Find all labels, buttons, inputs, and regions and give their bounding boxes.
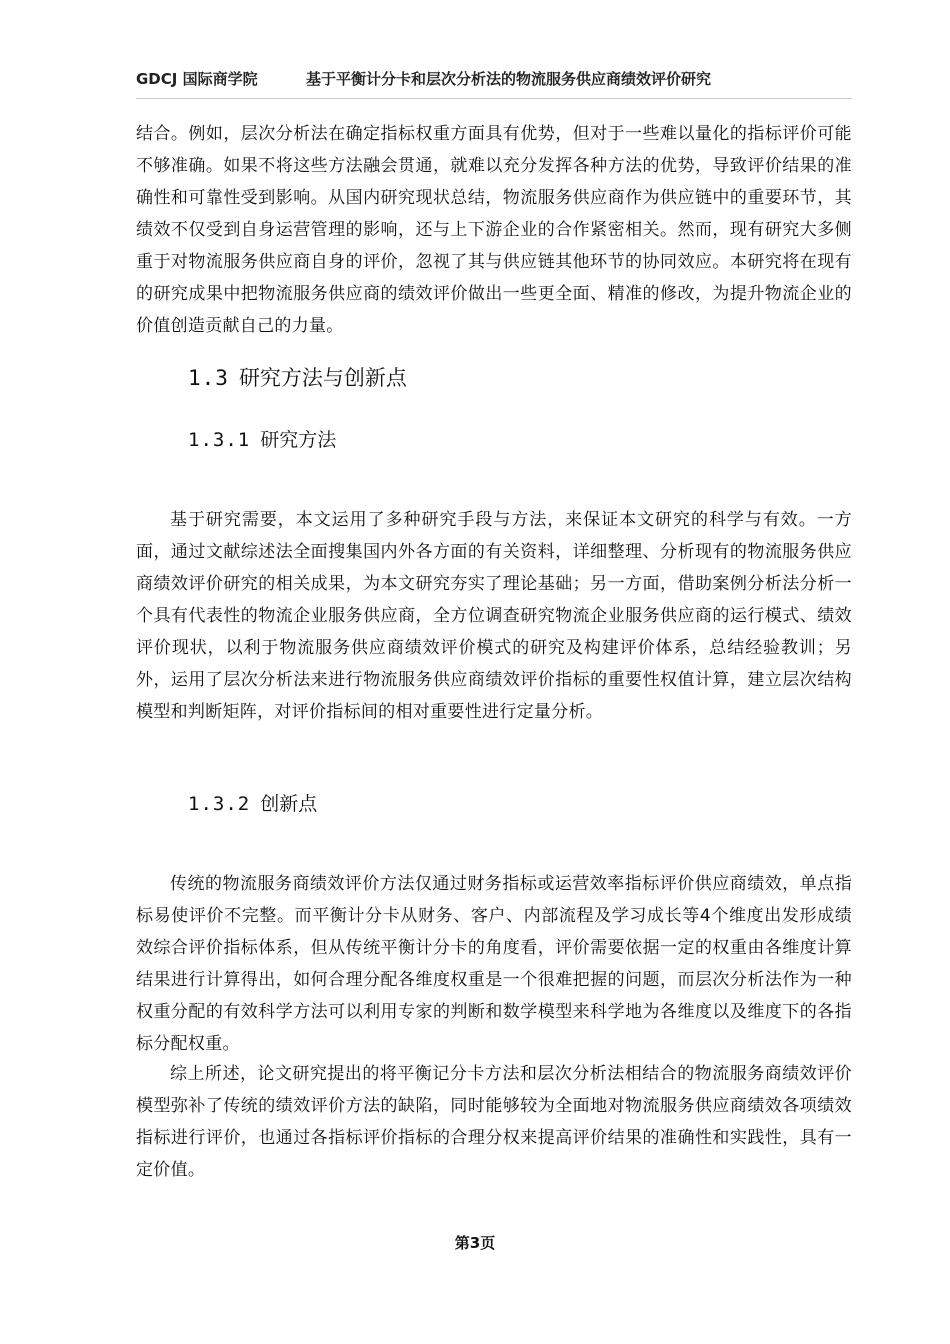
page-header [136,66,856,92]
section-number: 1.3.1 [188,429,251,451]
section-title: 研究方法 [260,429,337,451]
school-name: GDCJ 国际商学院 [136,70,258,88]
section-heading-1-3-1 [188,424,336,456]
section-heading-1-3-2 [188,788,317,820]
section-number: 1.3.2 [188,793,251,815]
page-number: 第3页 [454,1234,496,1252]
section-title: 创新点 [260,793,318,815]
paragraph-innovation: 传统的物流服务商绩效评价方法仅通过财务指标或运营效率指标评价供应商绩效，单点指标易使评价不完整。而平衡计分卡从财务、客户、内部流程及学习成长等4个维度出发形成绩效综合评价指标体系，但从传统平衡计分卡的角度看，评价需要依据一定的权重由各维度计算结果进行计算得出，如何合理分配各维度权重是一个很难把握的问题，而层次分析法作为一种权重分配的有效科学方法可以利用专家的判断和数学模型来科学地为各维度以及维度下的各指标分配权重。 [136,874,852,1054]
paragraph-summary: 综上所述，论文研究提出的将平衡记分卡方法和层次分析法相结合的物流服务商绩效评价模型弥补了传统的绩效评价方法的缺陷，同时能够较为全面地对物流服务供应商绩效各项绩效指标进行评价，也通过各指标评价指标的合理分权来提高评价结果的准确性和实践性，具有一定价值。 [136,1064,852,1180]
section-number: 1.3 [188,366,229,390]
paragraph-continued: 结合。例如，层次分析法在确定指标权重方面具有优势，但对于一些难以量化的指标评价可能不够准确。如果不将这些方法融会贯通，就难以充分发挥各种方法的优势，导致评价结果的准确性和可靠性受到影响。从国内研究现状总结，物流服务供应商作为供应链中的重要环节，其绩效不仅受到自身运营管理的影响，还与上下游企业的合作紧密相关。然而，现有研究大多侧重于对物流服务供应商自身的评价，忽视了其与供应链其他环节的协同效应。本研究将在现有的研究成果中把物流服务供应商的绩效评价做出一些更全面、精准的修改，为提升物流企业的价值创造贡献自己的力量。 [136,124,852,336]
paper-title: 基于平衡计分卡和层次分析法的物流服务供应商绩效评价研究 [306,70,712,88]
paragraph-research-methods: 基于研究需要，本文运用了多种研究手段与方法，来保证本文研究的科学与有效。一方面，通过文献综述法全面搜集国内外各方面的有关资料，详细整理、分析现有的物流服务供应商绩效评价研究的相关成果，为本文研究夯实了理论基础；另一方面，借助案例分析法分析一个具有代表性的物流企业服务供应商，全方位调查研究物流企业服务供应商的运行模式、绩效评价现状，以利于物流服务供应商绩效评价模式的研究及构建评价体系，总结经验教训；另外，运用了层次分析法来进行物流服务供应商绩效评价指标的重要性权值计算，建立层次结构模型和判断矩阵，对评价指标间的相对重要性进行定量分析。 [136,510,852,722]
header-divider [136,98,852,99]
section-heading-1-3 [188,362,407,394]
section-title: 研究方法与创新点 [238,366,407,390]
